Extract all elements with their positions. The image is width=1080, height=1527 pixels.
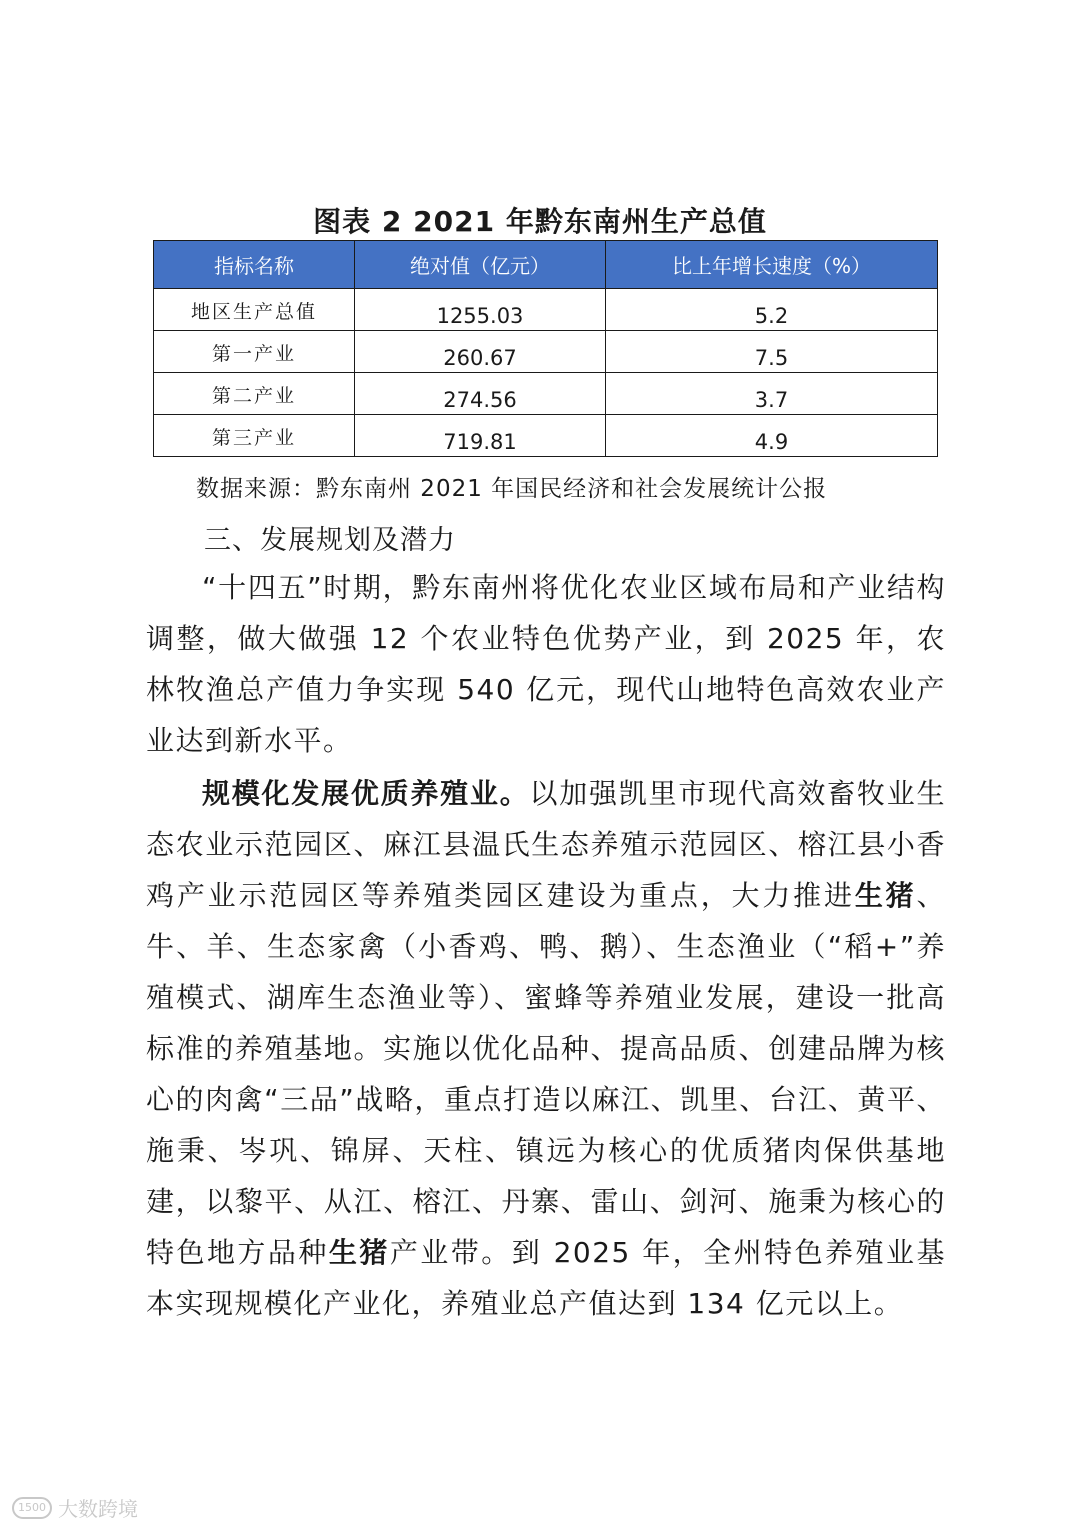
table-row <box>154 373 938 415</box>
growth-rate: 3.7 <box>606 373 938 415</box>
table-header-row <box>154 241 938 289</box>
growth-rate: 4.9 <box>606 415 938 457</box>
watermark <box>12 1493 138 1522</box>
growth-rate: 7.5 <box>606 331 938 373</box>
table-header-cell: 比上年增长速度（%） <box>606 241 938 289</box>
indicator-name: 地区生产总值 <box>154 289 355 331</box>
data-source-note: 数据来源：黔东南州 2021 年国民经济和社会发展统计公报 <box>196 476 828 502</box>
paragraph-text: 产业带。到 2025 年，全州特色养殖业基本实现规模化产业化，养殖业总产值达到 134 亿元以上。 <box>146 1236 946 1320</box>
indicator-name: 第二产业 <box>154 373 355 415</box>
logo-icon: 1500 <box>12 1497 52 1519</box>
gdp-table <box>153 240 938 457</box>
paragraph-text: 、牛、羊、生态家禽（小香鸡、鸭、鹅）、生态渔业（“稻+”养殖模式、湖库生态渔业等）、蜜蜂等养殖业发展，建设一批高标准的养殖基地。实施以优化品种、提高品质、创建品牌为核心的肉禽“三品”战略，重点打造以麻江、凯里、台江、黄平、施秉、岑巩、锦屏、天柱、镇远为核心的优质猪肉保供基地建，以黎平、从江、榕江、丹寨、雷山、剑河、施秉为核心的特色地方品种 <box>146 879 946 1269</box>
table-row <box>154 289 938 331</box>
absolute-value: 260.67 <box>355 331 606 373</box>
absolute-value: 719.81 <box>355 415 606 457</box>
absolute-value: 274.56 <box>355 373 606 415</box>
absolute-value: 1255.03 <box>355 289 606 331</box>
table-row <box>154 331 938 373</box>
paragraph-lead: 规模化发展优质养殖业。 <box>202 777 530 810</box>
section-heading: 三、发展规划及潜力 <box>204 525 456 556</box>
table-row <box>154 415 938 457</box>
paragraph-breeding <box>146 768 946 1329</box>
figure-caption: 图表 2 2021 年黔东南州生产总值 <box>313 205 767 238</box>
emphasis-text: 生猪 <box>854 879 917 912</box>
emphasis-text: 生猪 <box>328 1236 390 1269</box>
paragraph-text: 以加强凯里市现代高效畜牧业生态农业示范园区、麻江县温氏生态养殖示范园区、榕江县小香鸡产业示范园区等养殖类园区建设为重点，大力推进 <box>146 777 946 912</box>
indicator-name: 第一产业 <box>154 331 355 373</box>
table-header-cell: 指标名称 <box>154 241 355 289</box>
watermark-text: 大数跨境 <box>58 1497 138 1521</box>
indicator-name: 第三产业 <box>154 415 355 457</box>
growth-rate: 5.2 <box>606 289 938 331</box>
table-header-cell: 绝对值（亿元） <box>355 241 606 289</box>
paragraph-plan: “十四五”时期，黔东南州将优化农业区域布局和产业结构调整，做大做强 12 个农业特色优势产业，到 2025 年，农林牧渔总产值力争实现 540 亿元，现代山地特色高效农业产业达到新水平。 <box>146 571 946 757</box>
